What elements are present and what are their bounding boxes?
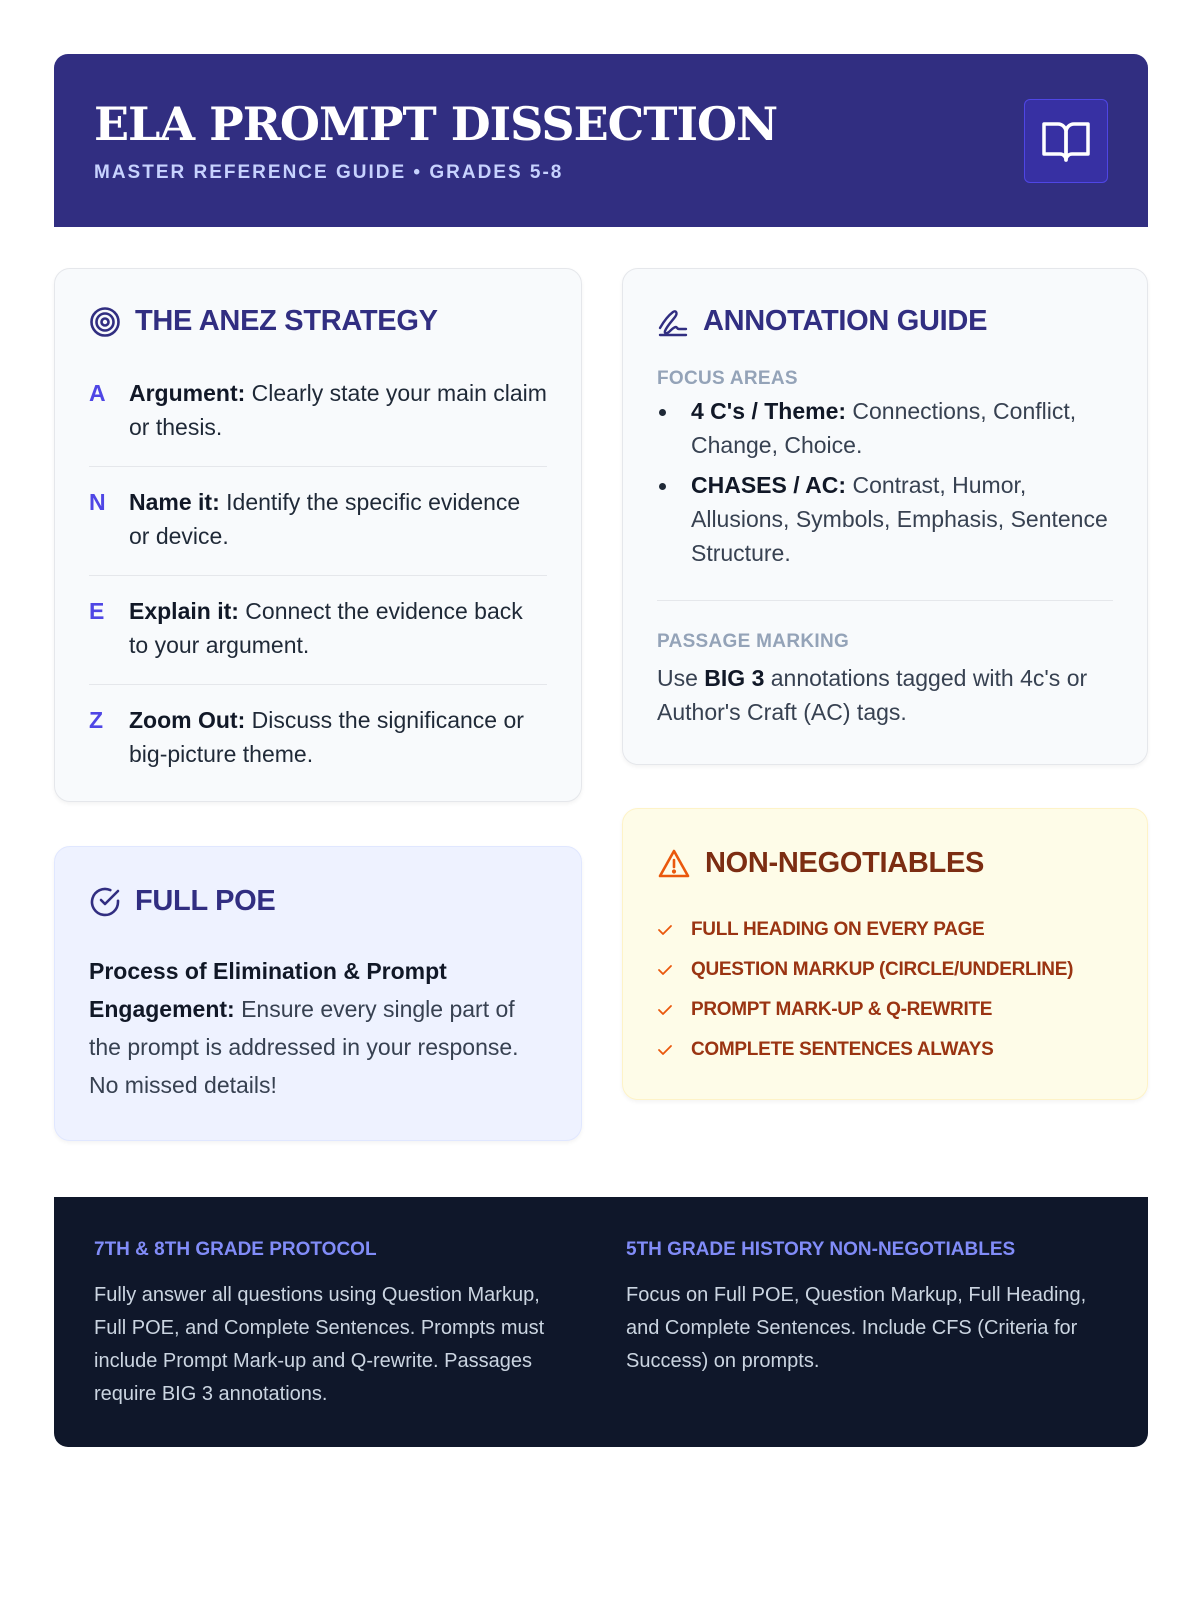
- non-negotiables-card: [622, 808, 1148, 1100]
- page-title: ELA PROMPT DISSECTION: [94, 97, 778, 151]
- footer-col-7th-8th: [94, 1239, 576, 1447]
- list-item: [657, 1030, 1113, 1070]
- anez-letter: A: [89, 380, 106, 406]
- focus-term: 4 C's / Theme:: [691, 398, 847, 424]
- footer-col-5th: [626, 1239, 1108, 1447]
- check-icon: [657, 1043, 673, 1057]
- poe-term: Process of Elimination & Prompt Engagement:: [89, 958, 447, 1022]
- passage-post: annotations tagged with 4c's or Author's Craft (AC) tags.: [657, 665, 1088, 725]
- focus-item-4cs: [657, 394, 1113, 462]
- list-item-text: PROMPT MARK-UP & Q-REWRITE: [691, 999, 993, 1020]
- passage-marking-label: PASSAGE MARKING: [657, 631, 850, 652]
- footer-text: Fully answer all questions using Question Markup, Full POE, and Complete Sentences. Prompts must include Prompt Mark-up and Q-rewrite. Passages require BIG 3 annotations.: [94, 1284, 545, 1405]
- focus-desc: Contrast, Humor, Allusions, Symbols, Emphasis, Sentence Structure.: [691, 472, 1108, 566]
- book-open-icon: [1041, 119, 1091, 163]
- anez-letter: N: [89, 489, 106, 515]
- full-poe-title-text: FULL POE: [135, 885, 276, 917]
- anez-desc: Identify the specific evidence or device.: [129, 489, 521, 549]
- list-item-text: FULL HEADING ON EVERY PAGE: [691, 919, 985, 940]
- annotation-guide-card: [622, 268, 1148, 765]
- anez-term: Name it:: [129, 489, 220, 515]
- annotation-title-text: ANNOTATION GUIDE: [703, 305, 988, 337]
- list-item: [657, 990, 1113, 1030]
- list-item: [657, 950, 1113, 990]
- passage-bold: BIG 3: [704, 665, 765, 691]
- anez-desc: Discuss the significance or big-picture theme.: [129, 707, 524, 767]
- page-subtitle: MASTER REFERENCE GUIDE • GRADES 5-8: [94, 162, 564, 183]
- anez-title-text: THE ANEZ STRATEGY: [135, 305, 438, 337]
- focus-desc: Connections, Conflict, Change, Choice.: [691, 398, 1077, 458]
- full-poe-card: [54, 846, 582, 1141]
- footer-protocols: [54, 1197, 1148, 1447]
- anez-item-text: [129, 703, 547, 771]
- book-badge: [1024, 99, 1108, 183]
- full-poe-title: [89, 885, 547, 918]
- anez-term: Argument:: [129, 380, 246, 406]
- annotation-title: [657, 305, 1113, 338]
- footer-text: Focus on Full POE, Question Markup, Full Heading, and Complete Sentences. Include CFS (Criteria for Success) on prompts.: [626, 1284, 1087, 1372]
- focus-term: CHASES / AC:: [691, 472, 847, 498]
- anez-title: [89, 305, 547, 338]
- check-icon: [657, 923, 673, 937]
- list-item-text: QUESTION MARKUP (CIRCLE/UNDERLINE): [691, 959, 1074, 980]
- full-poe-text: [89, 952, 547, 1104]
- non-negotiables-title-text: NON-NEGOTIABLES: [705, 847, 985, 879]
- anez-item-text: [129, 376, 547, 444]
- anez-item-n: [89, 467, 547, 576]
- check-icon: [657, 963, 673, 977]
- anez-item-z: [89, 685, 547, 793]
- anez-item-text: [129, 594, 547, 662]
- focus-item-chases: [657, 468, 1113, 570]
- divider: [657, 600, 1113, 601]
- anez-strategy-card: [54, 268, 582, 802]
- check-circle-icon: [89, 886, 121, 918]
- anez-item-text: [129, 485, 547, 553]
- anez-item-e: [89, 576, 547, 685]
- anez-desc: Clearly state your main claim or thesis.: [129, 380, 547, 440]
- check-icon: [657, 1003, 673, 1017]
- passage-marking-text: [657, 661, 1113, 729]
- anez-term: Zoom Out:: [129, 707, 246, 733]
- anez-item-a: [89, 358, 547, 467]
- anez-letter: Z: [89, 707, 104, 733]
- footer-heading: 5TH GRADE HISTORY NON-NEGOTIABLES: [626, 1239, 1016, 1260]
- focus-areas-label: FOCUS AREAS: [657, 368, 798, 389]
- non-negotiables-list: [657, 910, 1113, 1070]
- footer-heading: 7TH & 8TH GRADE PROTOCOL: [94, 1239, 377, 1260]
- warning-triangle-icon: [657, 848, 691, 880]
- header-banner: [54, 54, 1148, 227]
- anez-term: Explain it:: [129, 598, 239, 624]
- list-item-text: COMPLETE SENTENCES ALWAYS: [691, 1039, 994, 1060]
- passage-pre: Use: [657, 665, 698, 691]
- target-icon: [89, 306, 121, 338]
- non-negotiables-title: [657, 847, 1113, 880]
- signature-icon: [657, 306, 689, 338]
- poe-desc: Ensure every single part of the prompt is addressed in your response. No missed details!: [89, 996, 519, 1098]
- anez-list: [89, 358, 547, 793]
- anez-desc: Connect the evidence back to your argument.: [129, 598, 523, 658]
- anez-letter: E: [89, 598, 105, 624]
- list-item: [657, 910, 1113, 950]
